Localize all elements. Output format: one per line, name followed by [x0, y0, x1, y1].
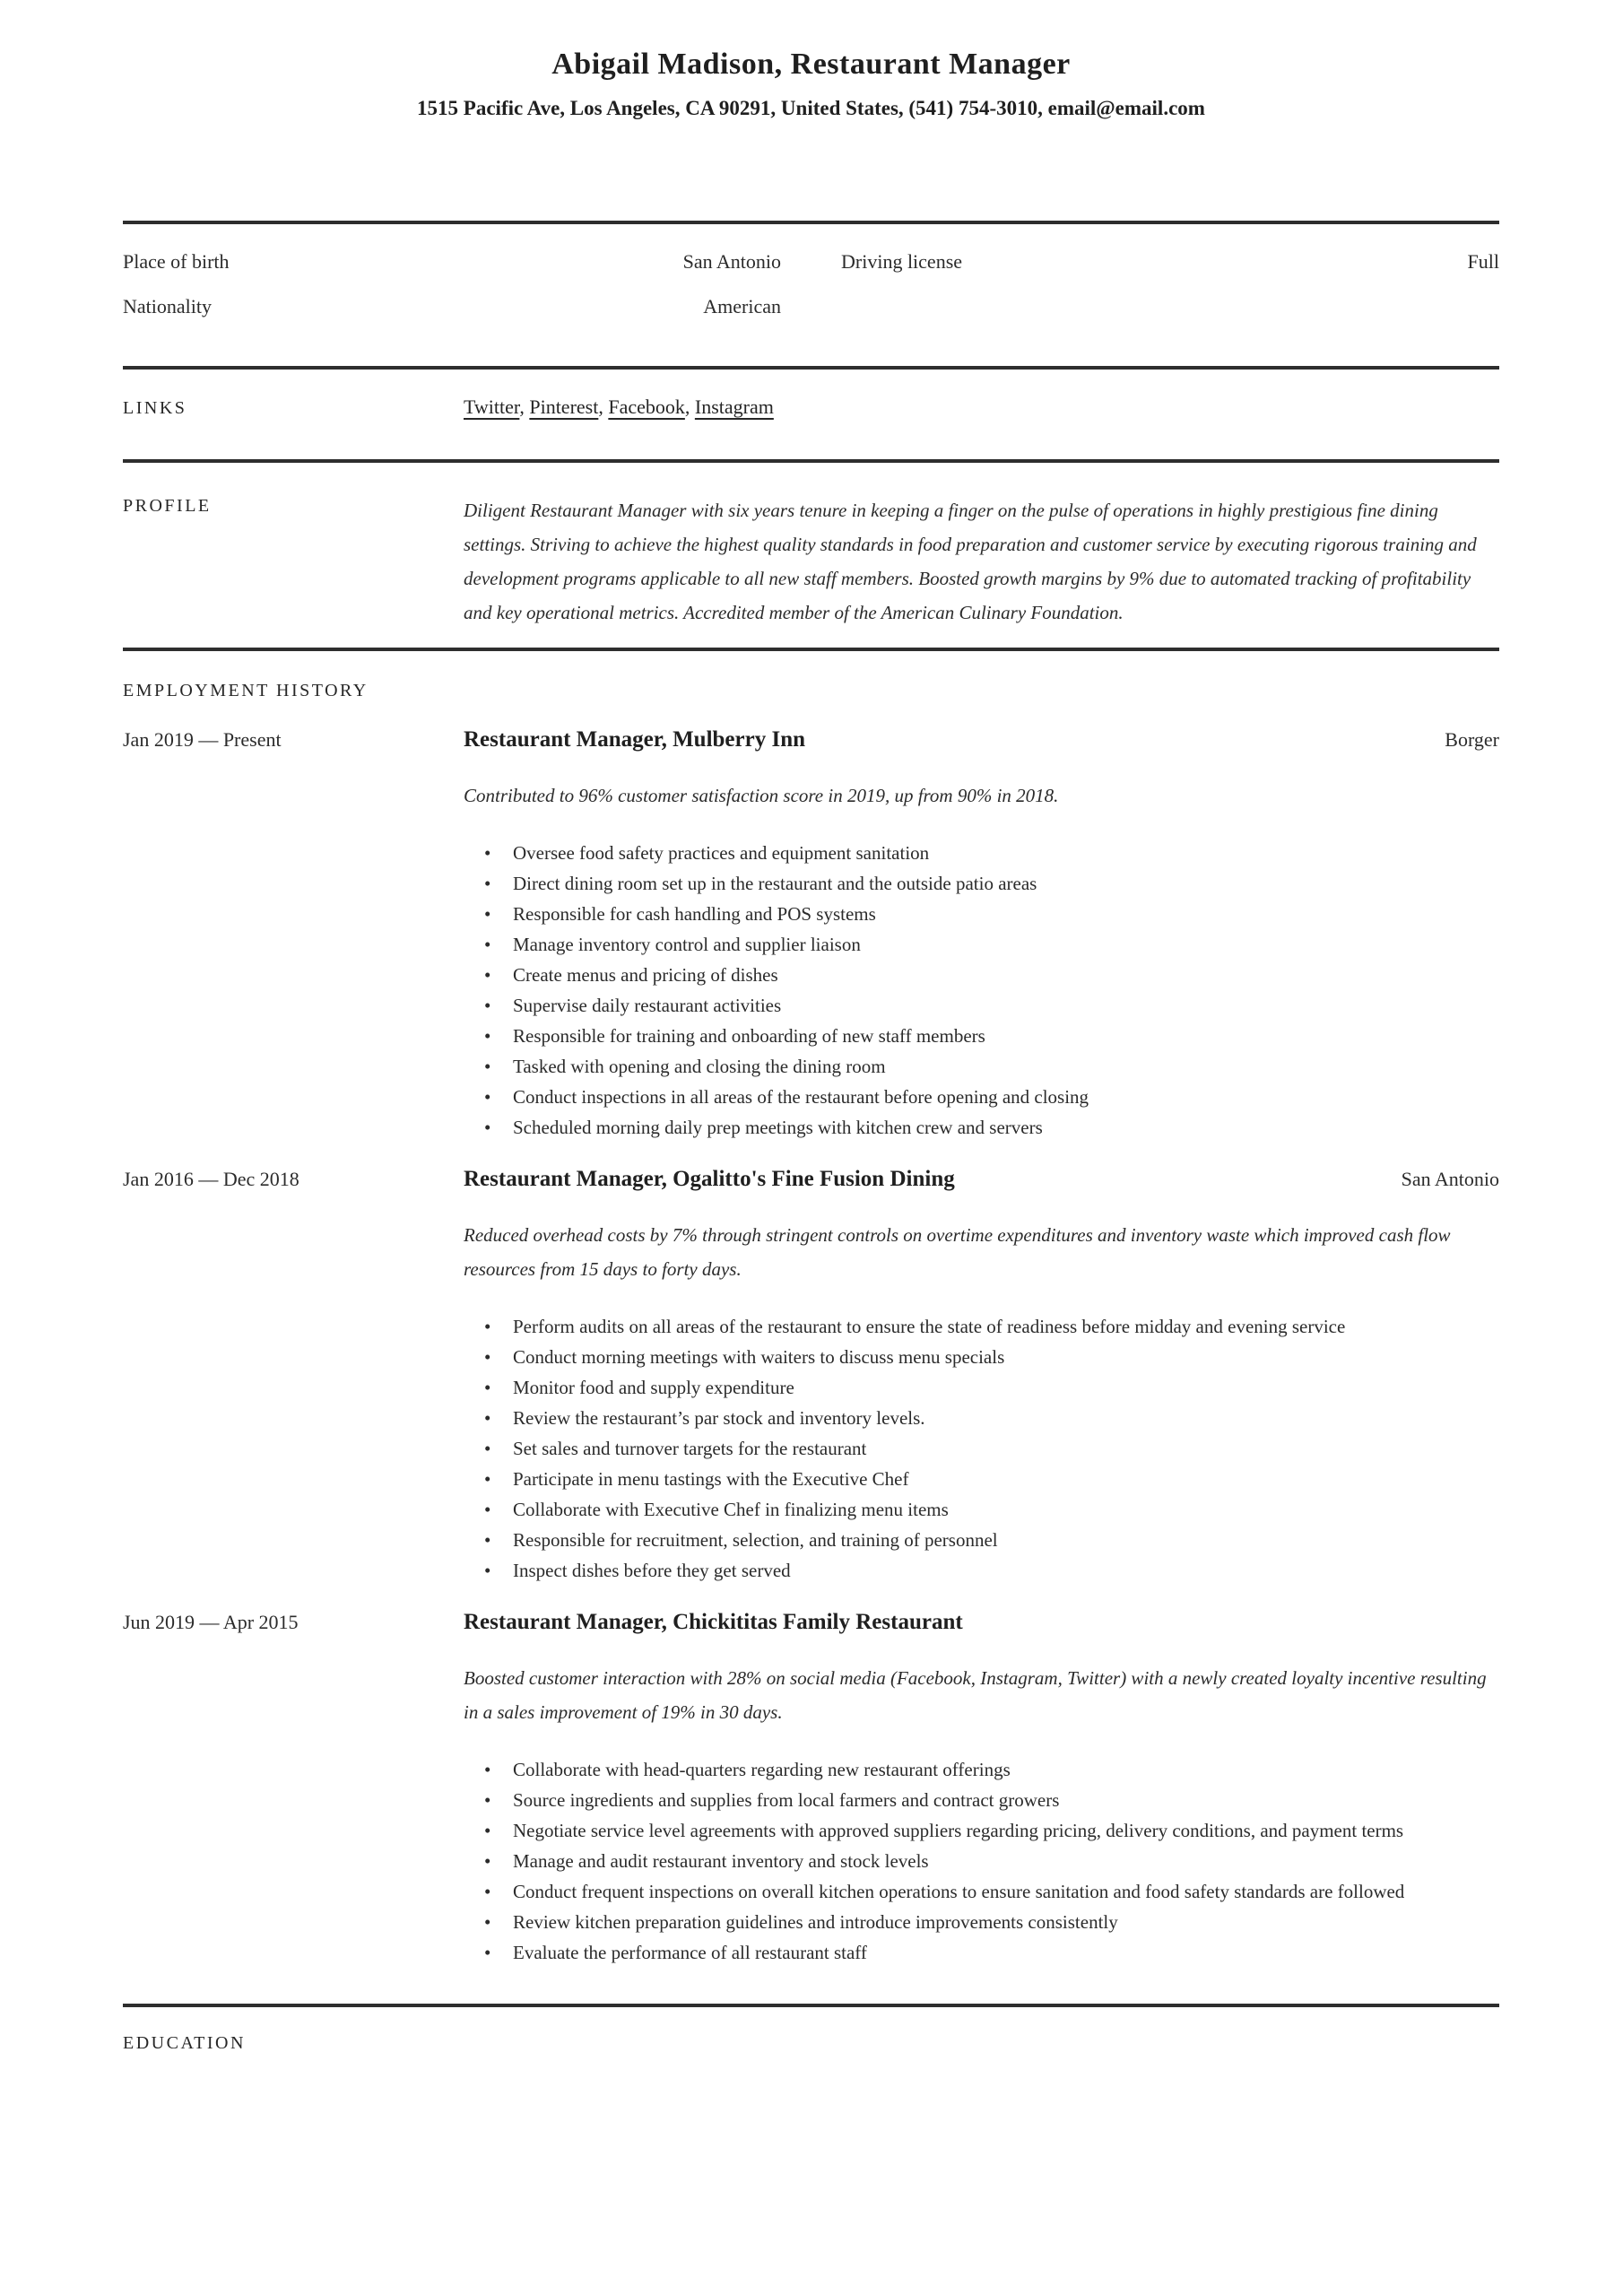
- resume-name: Abigail Madison, Restaurant Manager: [551, 48, 1071, 81]
- job-bullets: [464, 838, 1499, 1143]
- detail-value: American: [703, 295, 781, 317]
- job-entry: [123, 725, 1499, 1143]
- profile-section: [123, 463, 1499, 648]
- bullet-item: • Responsible for training and onboarding of new staff members: [464, 1021, 1499, 1051]
- detail-label: Nationality: [123, 295, 212, 317]
- profile-text: Diligent Restaurant Manager with six years tenure in keeping a finger on the pulse of operations in highly prestigious fine dining settings. Striving to achieve the highest quality standards in food preparation and customer service by executing rigorous training and development programs applicable to all new staff members. Boosted growth margins by 9% due to automated tracking of profitability and key operational metrics. Accredited member of the American Culinary Foundation.: [464, 500, 1477, 623]
- bullet-item: • Participate in menu tastings with the Executive Chef: [464, 1464, 1499, 1494]
- job-title: Restaurant Manager, Ogalitto's Fine Fusion Dining: [464, 1167, 955, 1191]
- profile-heading: PROFILE: [123, 496, 212, 516]
- job-body: [464, 1661, 1499, 1968]
- job-title: Restaurant Manager, Chickititas Family Restaurant: [464, 1610, 963, 1634]
- job-bullets: [464, 1311, 1499, 1586]
- details-section: [123, 224, 1499, 366]
- bullet-item: • Review kitchen preparation guidelines and introduce improvements consistently: [464, 1907, 1499, 1937]
- link-facebook[interactable]: Facebook: [608, 396, 685, 418]
- link-instagram[interactable]: Instagram: [694, 396, 774, 418]
- job-body: [464, 1218, 1499, 1586]
- job-title: Restaurant Manager, Mulberry Inn: [464, 727, 806, 752]
- bullet-item: • Tasked with opening and closing the dining room: [464, 1051, 1499, 1082]
- bullet-item: • Monitor food and supply expenditure: [464, 1372, 1499, 1403]
- bullet-item: • Evaluate the performance of all restaurant staff: [464, 1937, 1499, 1968]
- job-body: [464, 778, 1499, 1143]
- bullet-item: • Manage and audit restaurant inventory and stock levels: [464, 1846, 1499, 1876]
- job-location: Borger: [1445, 728, 1499, 751]
- job-summary: Reduced overhead costs by 7% through stringent controls on overtime expenditures and inventory waste which improved cash flow resources from 15 days to forty days.: [464, 1224, 1451, 1280]
- detail-value: San Antonio: [682, 250, 781, 273]
- education-heading: EDUCATION: [123, 2033, 246, 2053]
- job-location: San Antonio: [1401, 1168, 1499, 1190]
- bullet-item: • Scheduled morning daily prep meetings with kitchen crew and servers: [464, 1112, 1499, 1143]
- bullet-item: • Oversee food safety practices and equipment sanitation: [464, 838, 1499, 868]
- bullet-item: • Responsible for cash handling and POS systems: [464, 899, 1499, 929]
- bullet-item: • Conduct morning meetings with waiters to discuss menu specials: [464, 1342, 1499, 1372]
- detail-label: Driving license: [841, 250, 963, 273]
- bullet-item: • Collaborate with Executive Chef in finalizing menu items: [464, 1494, 1499, 1525]
- bullet-item: • Supervise daily restaurant activities: [464, 990, 1499, 1021]
- bullet-item: • Responsible for recruitment, selection, and training of personnel: [464, 1525, 1499, 1555]
- job-dates: Jun 2019 — Apr 2015: [123, 1611, 299, 1633]
- job-bullets: [464, 1754, 1499, 1968]
- link-pinterest[interactable]: Pinterest: [529, 396, 599, 418]
- bullet-item: • Source ingredients and supplies from local farmers and contract growers: [464, 1785, 1499, 1815]
- detail-label: Place of birth: [123, 250, 230, 273]
- link-separator: ,: [598, 396, 609, 418]
- bullet-item: • Perform audits on all areas of the restaurant to ensure the state of readiness before midday and evening service: [464, 1311, 1499, 1342]
- link-separator: ,: [684, 396, 695, 418]
- employment-heading: EMPLOYMENT HISTORY: [123, 681, 369, 700]
- job-dates: Jan 2016 — Dec 2018: [123, 1168, 299, 1190]
- bullet-item: • Manage inventory control and supplier liaison: [464, 929, 1499, 960]
- detail-driving-license: [841, 246, 1499, 278]
- bullet-item: • Review the restaurant’s par stock and inventory levels.: [464, 1403, 1499, 1433]
- contact-line: 1515 Pacific Ave, Los Angeles, CA 90291, United States, (541) 754-3010, email@email.com: [417, 97, 1205, 119]
- detail-place-of-birth: [123, 246, 781, 278]
- links-heading: LINKS: [123, 398, 187, 418]
- job-entry: [123, 1607, 1499, 1968]
- job-dates: Jan 2019 — Present: [123, 728, 282, 751]
- bullet-item: • Collaborate with head-quarters regarding new restaurant offerings: [464, 1754, 1499, 1785]
- link-twitter[interactable]: Twitter: [464, 396, 520, 418]
- job-entry: [123, 1164, 1499, 1586]
- bullet-item: • Negotiate service level agreements with approved suppliers regarding pricing, delivery conditions, and payment terms: [464, 1815, 1499, 1846]
- bullet-item: • Inspect dishes before they get served: [464, 1555, 1499, 1586]
- bullet-item: • Set sales and turnover targets for the restaurant: [464, 1433, 1499, 1464]
- bullet-item: • Conduct frequent inspections on overall kitchen operations to ensure sanitation and food safety standards are followed: [464, 1876, 1499, 1907]
- employment-section: [123, 651, 1499, 2004]
- job-header: [123, 725, 1499, 755]
- links-line: [464, 391, 1499, 423]
- job-header: [123, 1164, 1499, 1195]
- bullet-item: • Conduct inspections in all areas of the restaurant before opening and closing: [464, 1082, 1499, 1112]
- detail-nationality: [123, 291, 781, 323]
- job-summary: Boosted customer interaction with 28% on social media (Facebook, Instagram, Twitter) with a newly created loyalty incentive resulting in a sales improvement of 19% in 30 days.: [464, 1667, 1487, 1723]
- link-separator: ,: [519, 396, 530, 418]
- job-summary: Contributed to 96% customer satisfaction score in 2019, up from 90% in 2018.: [464, 785, 1059, 806]
- job-header: [123, 1607, 1499, 1638]
- links-section: [123, 370, 1499, 459]
- detail-value: Full: [1467, 250, 1499, 273]
- bullet-item: • Direct dining room set up in the restaurant and the outside patio areas: [464, 868, 1499, 899]
- bullet-item: • Create menus and pricing of dishes: [464, 960, 1499, 990]
- education-section: [123, 2007, 1499, 2056]
